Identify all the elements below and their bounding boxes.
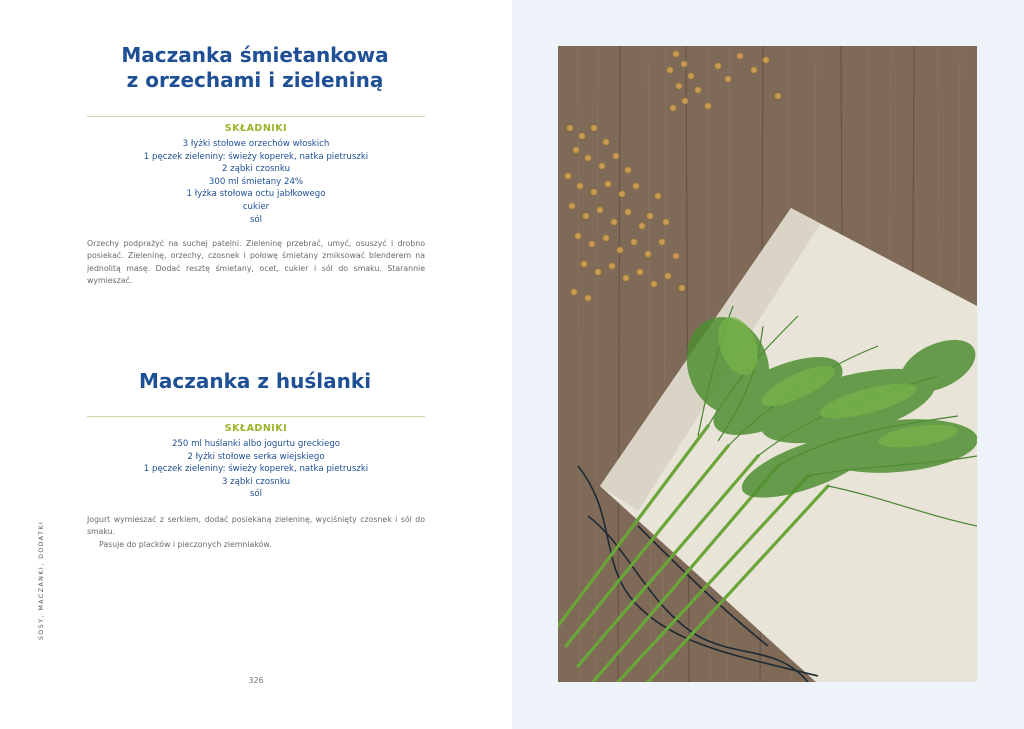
recipe-2-divider (87, 416, 425, 417)
ingredient-item: 3 łyżki stołowe orzechów włoskich (182, 139, 330, 149)
recipe-2-title-line1: Maczanka z huślanki (138, 369, 372, 393)
recipe-1-divider (87, 116, 425, 117)
ingredient-item: 250 ml huślanki albo jogurtu greckiego (171, 439, 341, 449)
dill-photo (558, 46, 977, 682)
ingredient-item: sól (249, 214, 263, 225)
ingredient-item: 1 pęczek zieleniny: świeży koperek, natka pietruszki (143, 464, 369, 475)
ingredient-item: cukier (242, 201, 270, 212)
ingredient-item: 3 ząbki czosnku (221, 476, 291, 487)
recipe-1-instructions (87, 238, 425, 288)
recipe-2-ingredients-heading: SKŁADNIKI (224, 423, 288, 434)
recipe-1-ingredients-list (87, 138, 425, 226)
ingredient-item: 1 łyżka stołowa octu jabłkowego (186, 189, 326, 200)
ingredient-item: 2 ząbki czosnku (221, 164, 291, 175)
recipe-1-title-line2: z orzechami i zieleniną (126, 68, 384, 92)
recipe-2-ingredients-list (87, 438, 425, 501)
section-side-label: SOSY, MACZANKI, DODATKI (38, 520, 45, 640)
recipe-2-instructions-text: Jogurt wymieszać z serkiem, dodać posiekaną zieleninę, wyciśnięty czosnek i sól do smaku. (87, 515, 425, 537)
recipe-1-title-line1: Maczanka śmietankowa (121, 43, 389, 67)
ingredient-item: sól (249, 489, 263, 500)
ingredient-item: 300 ml śmietany 24% (208, 176, 304, 187)
ingredient-item: 2 łyżki stołowe serka wiejskiego (187, 451, 325, 462)
recipe-2-title (60, 369, 450, 394)
recipe-1-title (60, 43, 450, 93)
page-number: 326 (248, 676, 264, 685)
ingredient-item: 1 pęczek zieleniny: świeży koperek, natka pietruszki (143, 151, 369, 162)
recipe-2-instructions (87, 514, 425, 551)
recipe-1-ingredients-heading: SKŁADNIKI (224, 123, 288, 134)
recipe-1-instructions-text: Orzechy podprażyć na suchej patelni. Zieleninę przebrać, umyć, osuszyć i drobno posiekać. Zieleninę, orzechy, czosnek i połowę śmietany zmiksować blenderem na jednolitą masę. Dodać resztę śmietany, ocet, cukier i sól do smaku. Starannie wymieszać. (87, 239, 425, 286)
recipe-2-note: Pasuje do placków i pieczonych ziemniaków. (99, 539, 272, 549)
